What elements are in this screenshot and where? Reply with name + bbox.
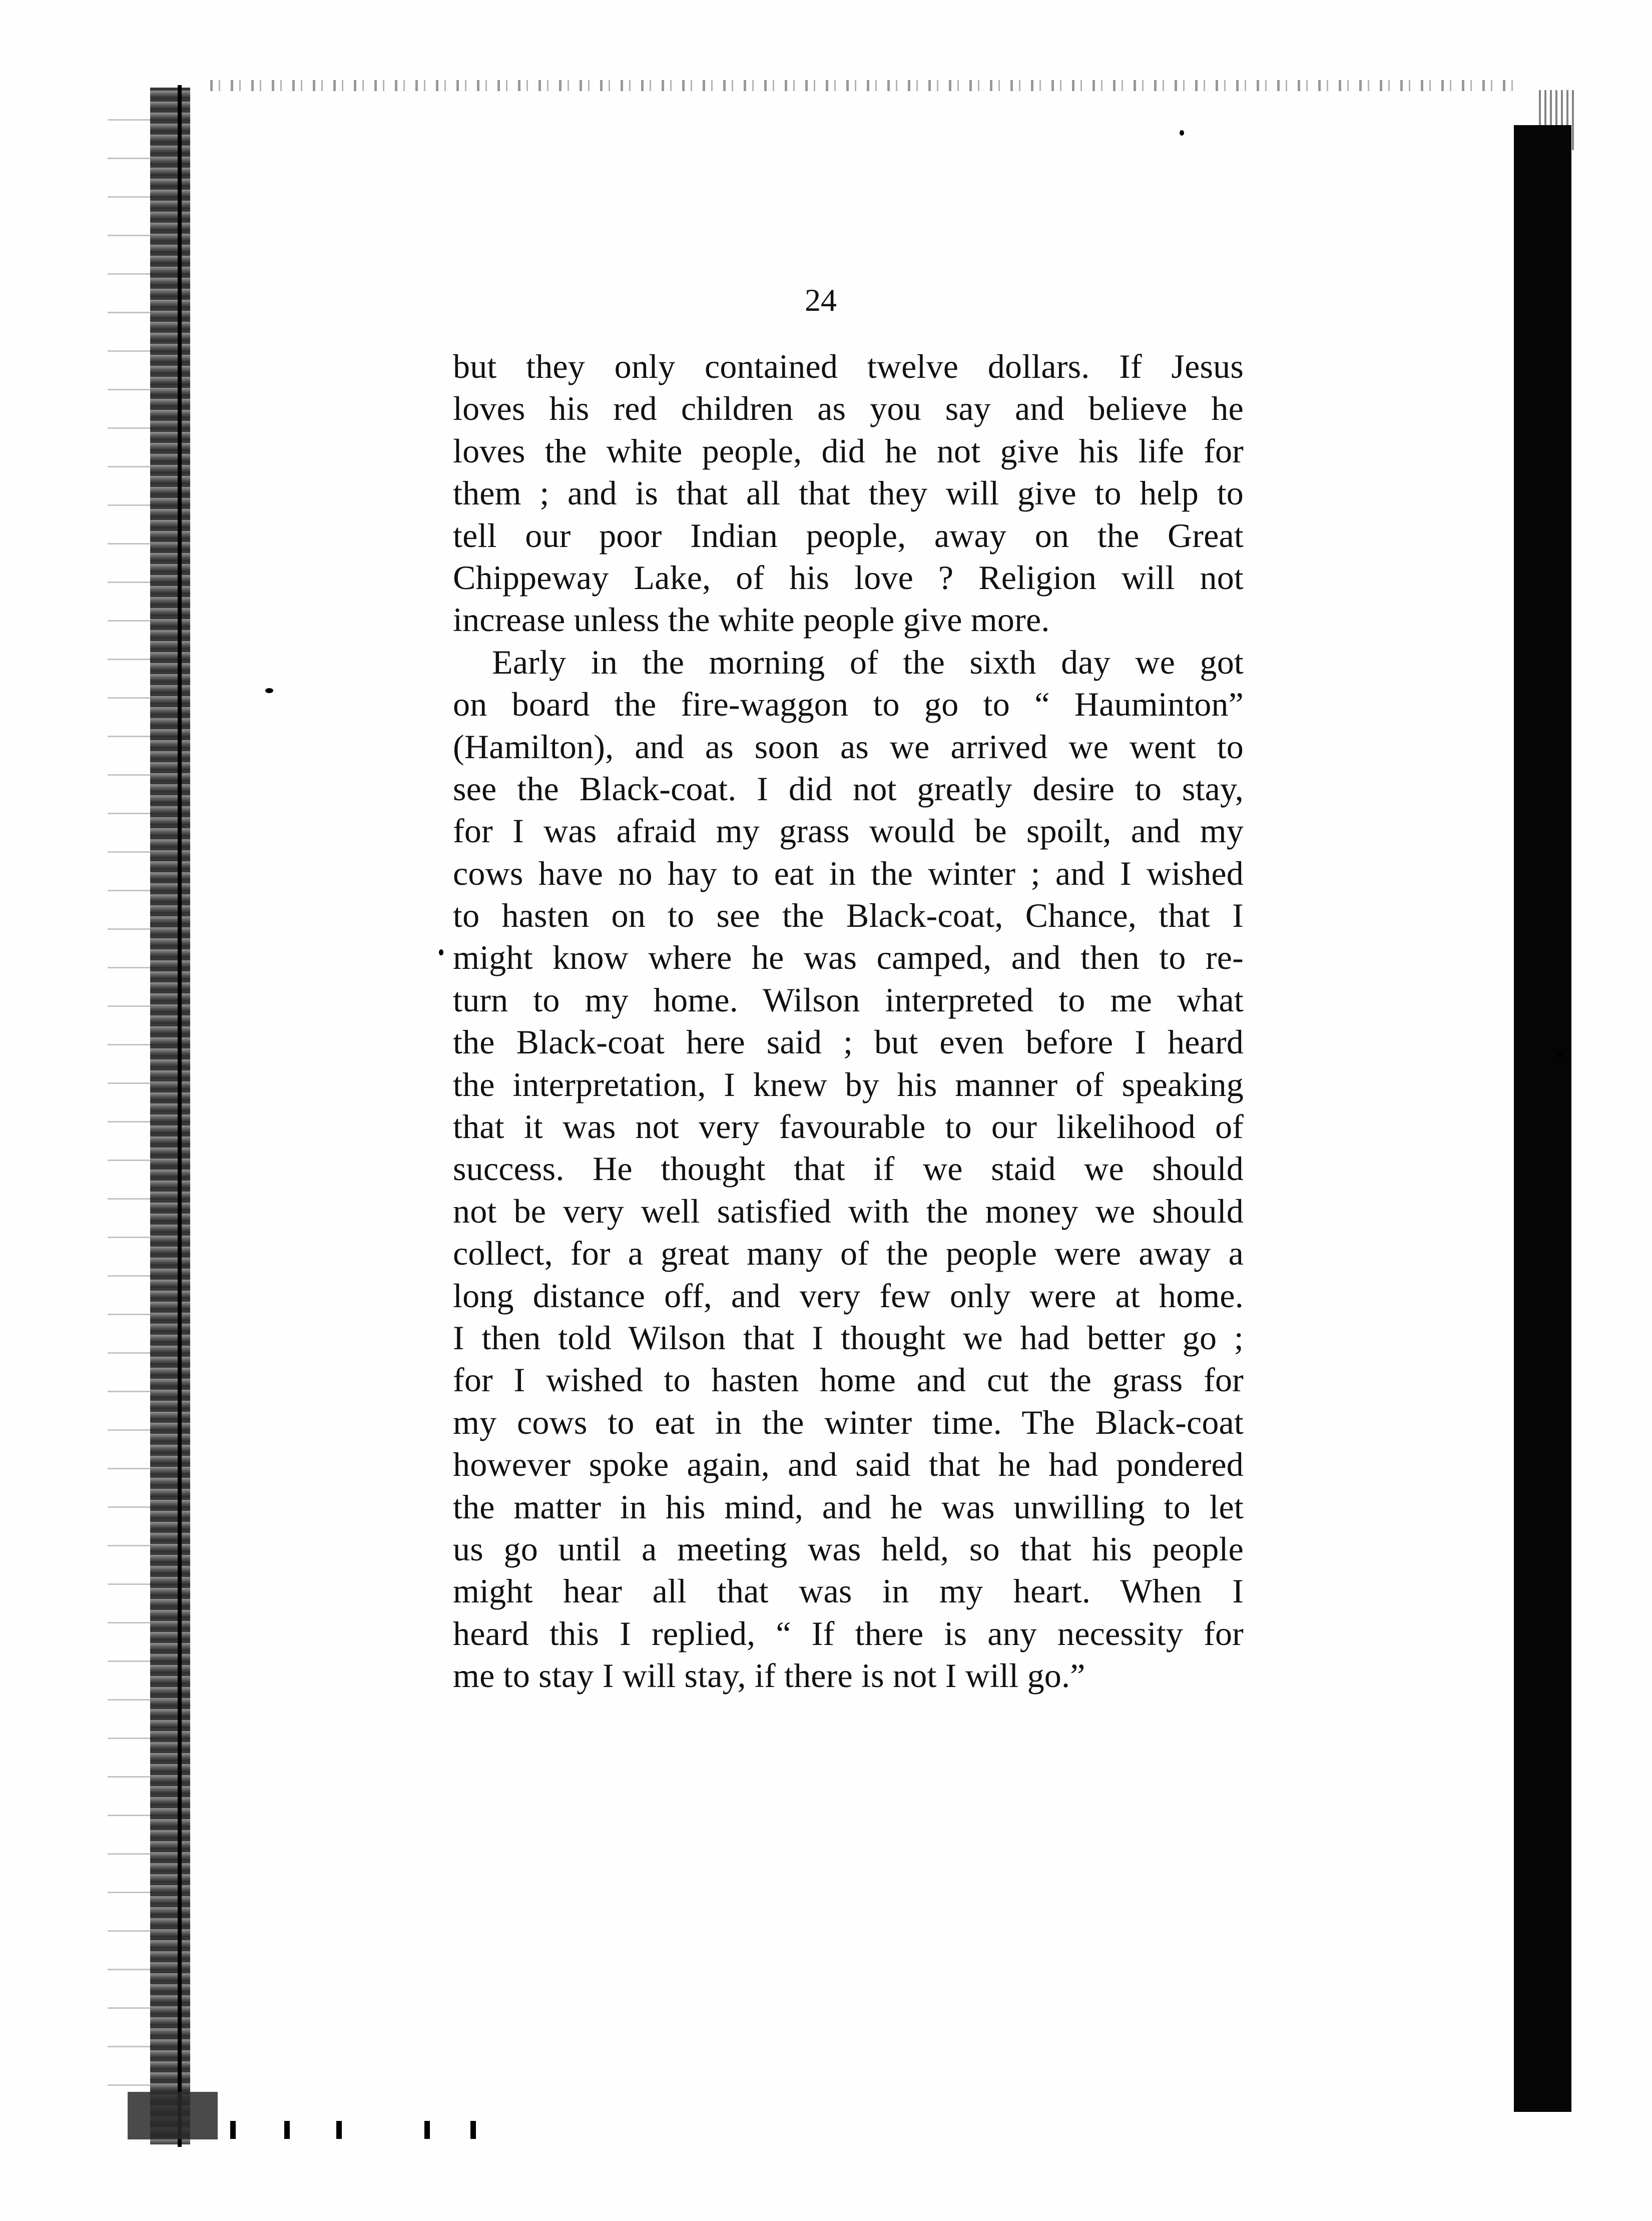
text-line: them ; and is that all that they will give to help to <box>453 474 1244 512</box>
text-line: but they only contained twelve dollars. If Jesus <box>453 347 1244 385</box>
bottom-mark <box>284 2121 290 2139</box>
binding-line <box>178 85 182 2147</box>
text-line: for I was afraid my grass would be spoilt, and my <box>453 812 1244 850</box>
text-line: Early in the morning of the sixth day we got <box>492 643 1244 681</box>
text-line: the Black-coat here said ; but even before I heard <box>453 1023 1244 1061</box>
bottom-mark <box>230 2121 236 2139</box>
stray-ink-dot <box>439 949 443 955</box>
text-line: that it was not very favourable to our likelihood of <box>453 1107 1244 1146</box>
bottom-mark <box>336 2121 342 2139</box>
stray-ink-dot <box>265 688 273 693</box>
text-line: tell our poor Indian people, away on the Great <box>453 516 1244 554</box>
book-binding-edge <box>150 88 190 2144</box>
stray-ink-dot <box>1558 1052 1562 1058</box>
text-line: loves the white people, did he not give his life for <box>453 431 1244 470</box>
text-line: might hear all that was in my heart. When I <box>453 1572 1244 1610</box>
paragraph <box>453 641 1244 1697</box>
text-line: my cows to eat in the winter time. The Black-coat <box>453 1403 1244 1441</box>
text-line: long distance off, and very few only were at home. <box>453 1276 1244 1315</box>
text-line: turn to my home. Wilson interpreted to me what <box>453 980 1244 1019</box>
text-line: for I wished to hasten home and cut the grass for <box>453 1361 1244 1399</box>
bottom-mark <box>470 2121 476 2139</box>
text-line: on board the fire-waggon to go to “ Hauminton” <box>453 685 1244 724</box>
text-line: collect, for a great many of the people were away a <box>453 1234 1244 1273</box>
text-line: loves his red children as you say and believe he <box>453 389 1244 428</box>
page-number: 24 <box>805 282 837 318</box>
text-line: to hasten on to see the Black-coat, Chance, that I <box>453 896 1244 935</box>
stray-ink-dot <box>1180 130 1184 136</box>
text-line: not be very well satisfied with the money we should <box>453 1192 1244 1230</box>
text-line: see the Black-coat. I did not greatly desire to stay, <box>453 769 1244 808</box>
text-line: however spoke again, and said that he had pondered <box>453 1445 1244 1484</box>
text-line: us go until a meeting was held, so that his people <box>453 1529 1244 1568</box>
paragraph <box>453 345 1244 641</box>
text-line: me to stay I will stay, if there is not I will go.” <box>453 1656 1085 1695</box>
body-text <box>453 345 1244 1697</box>
text-line: the matter in his mind, and he was unwilling to let <box>453 1487 1244 1526</box>
text-line: I then told Wilson that I thought we had better go ; <box>453 1318 1244 1357</box>
top-edge-specks <box>210 80 1521 91</box>
text-line: Chippeway Lake, of his love ? Religion will not <box>453 558 1244 597</box>
binding-specks <box>108 100 153 2102</box>
text-line: the interpretation, I knew by his manner of speaking <box>453 1065 1244 1103</box>
bottom-edge-marks <box>0 2121 1652 2141</box>
text-line: success. He thought that if we staid we should <box>453 1150 1244 1188</box>
text-line: (Hamilton), and as soon as we arrived we went to <box>453 727 1244 766</box>
text-line: increase unless the white people give more. <box>453 601 1050 639</box>
text-line: heard this I replied, “ If there is any necessity for <box>453 1614 1244 1652</box>
text-line: might know where he was camped, and then to re- <box>453 938 1244 977</box>
text-line: cows have no hay to eat in the winter ; and I wished <box>453 854 1244 892</box>
bottom-mark <box>424 2121 430 2139</box>
right-page-edge-shadow <box>1514 125 1571 2112</box>
